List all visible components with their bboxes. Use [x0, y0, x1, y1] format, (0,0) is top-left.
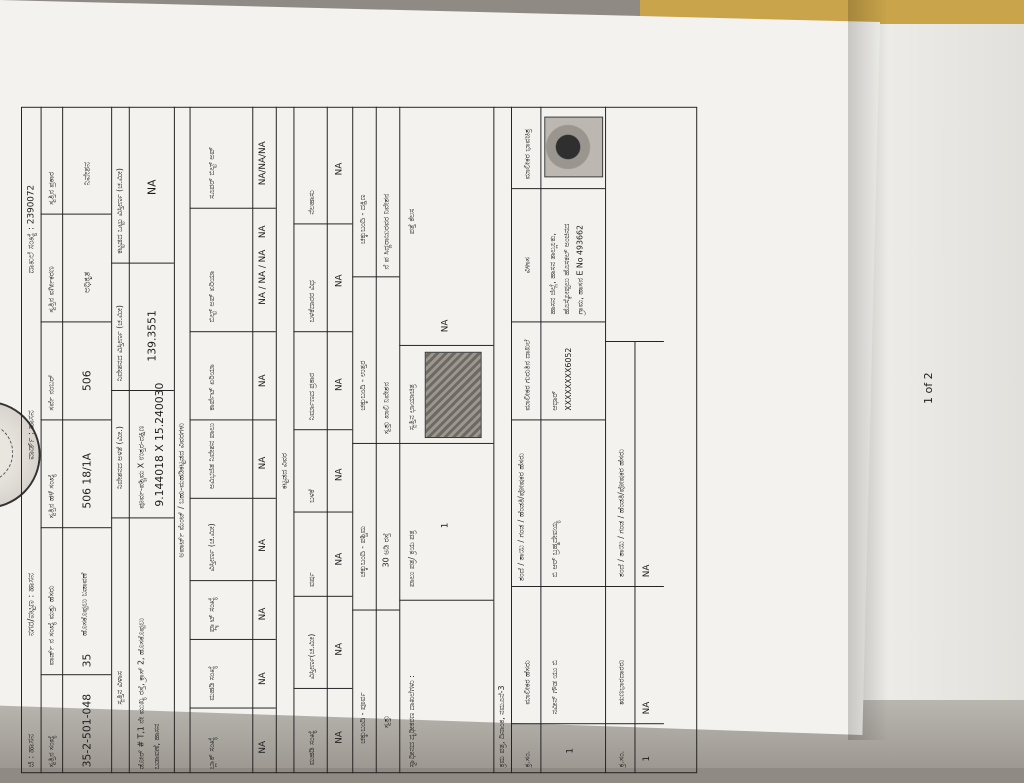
b-v1: NA — [334, 731, 345, 744]
h-block: ಬ್ಲಾಕ್ ಸಂಖ್ಯೆ — [207, 736, 217, 770]
holders-h-name: ಋಣಭಾರದಾರರು — [616, 659, 626, 705]
rule — [511, 188, 605, 189]
apt-v9: NA/NA/NA — [258, 141, 268, 186]
v-property-no: 35-2-501-048 — [80, 693, 94, 768]
rule — [190, 331, 276, 332]
b-v5: NA — [334, 378, 345, 391]
h-b-year: ವರ್ಷ — [307, 572, 316, 587]
bound-north-h: ಚಕ್ಕುಬಂದಿ - ಉತ್ತರ — [358, 360, 367, 411]
rule — [174, 107, 175, 773]
docs-h2: ಸ್ವತ್ತಿನ ಛಾಯಾಚಿತ್ರ — [407, 384, 416, 431]
holder-name: NA — [642, 701, 653, 715]
docs-h3: ಪತ್ತೆ ಕೆಲಸ — [407, 208, 416, 235]
rule — [399, 600, 493, 601]
owners-h-id: ಮಾಲೀಕರ ಗುರುತಿನ ದಾಖಲೆ — [522, 339, 532, 411]
holders-h-rel: ತಂದೆ / ತಾಯಿ / ಗಂಡ / ಹೆಂಡತಿ/ಪೋಷಕರ ಹೆಸರು — [616, 449, 626, 578]
holder-sl: 1 — [642, 755, 653, 762]
rule — [327, 107, 328, 773]
page-number: 1 of 2 — [922, 372, 935, 404]
b-v7: NA — [334, 162, 345, 176]
rule — [399, 443, 493, 444]
rule — [111, 263, 174, 264]
h-bua: ಕಟ್ಟಡದ ಒಟ್ಟು ವಿಸ್ತೀರ್ಣ (ಚ.ಮೀ) — [115, 168, 124, 254]
rule — [111, 517, 174, 518]
rule — [493, 107, 494, 773]
rule — [41, 527, 112, 528]
v-address-2: ಬಡಾವಣೆ, ಹಾಸನ — [152, 723, 162, 770]
rule — [605, 723, 664, 724]
owner-name: ನವೀನ್ ಗೌಡ ಯು ಬಿ — [550, 660, 560, 715]
rule — [190, 639, 276, 640]
apt-v4: NA — [258, 539, 268, 552]
v-site-area: 139.3551 — [145, 310, 159, 362]
owner-id-type: ಆಧಾರ್ — [550, 390, 560, 411]
rule — [511, 723, 605, 724]
meta-app-no: ದಾಖಲೆ ಸಂಖ್ಯೆ : 2390072 — [26, 184, 37, 274]
rule — [511, 321, 605, 322]
docs-v1: 1 — [440, 522, 451, 529]
seal-inner — [0, 422, 13, 483]
rule — [399, 107, 400, 773]
owner-sl: 1 — [565, 747, 576, 754]
h-b-floor: ಮಹಡಿ ಸಂಖ್ಯೆ — [307, 730, 316, 766]
h-site-area: ನಿವೇಶನದ ವಿಸ್ತೀರ್ಣ (ಚ.ಮೀ) — [115, 305, 124, 382]
bound-north-v: ಸ್ವತ್ತು ಖಾಲಿ ನಿವೇಶನ — [381, 382, 391, 435]
owners-h-addr: ವಿಳಾಸ — [522, 257, 532, 274]
v-type: ನಿವೇಶನ — [82, 162, 93, 186]
owner-addr-2: ಹೊಸ್ಕೋಪ್ಪಲು ಹೊಸಕಲ್ ಅಂಚಿನದ — [561, 223, 571, 315]
rule — [352, 107, 353, 773]
meta-taluk: ನಗರ/ಪಟ್ಟಣ : ಹಾಸನ — [26, 572, 37, 636]
h-survey-no: ಸರ್ವೆ ನಂಬರ್ — [46, 374, 56, 411]
apt-v2: NA — [258, 672, 268, 685]
v-dims-head: ಪೂರ್ವ-ಪಶ್ಚಿಮ X ಉತ್ತರ-ದಕ್ಷಿಣ — [136, 425, 146, 509]
h-classification: ಸ್ವತ್ತಿನ ವರ್ಗೀಕರಣ — [46, 266, 56, 313]
v-old-no: 506 18/1A — [80, 453, 94, 509]
docs-h1: ಪಾಲು ಪತ್ರ/ ಕ್ರಯ ಪತ್ರ — [407, 530, 416, 587]
bound-south-v: ನೆ ಪ ಸಿದ್ದರಾಜುರವರ ನಿವೇಶನ — [381, 193, 391, 270]
bound-west-h: ಚಕ್ಕುಬಂದಿ - ಪಶ್ಚಿಮ — [358, 525, 367, 578]
rule — [190, 498, 276, 499]
bound-south-h: ಚಕ್ಕುಬಂದಿ - ದಕ್ಷಿಣ — [358, 194, 367, 244]
h-b-usertype: ಬಳಕೆದಾರರ ವಿಧ — [307, 280, 316, 323]
apt-v5: NA — [258, 456, 268, 470]
meta-district: ಜಿ : ಹಾಸನ — [26, 734, 37, 768]
apt-v8: NA — [258, 225, 268, 239]
rule — [352, 610, 399, 611]
b-v4: NA — [334, 468, 345, 482]
rule — [293, 596, 352, 597]
owners-h-rel: ತಂದೆ / ತಾಯಿ / ಗಂಡ / ಹೆಂಡತಿ/ಪೋಷಕರ ಹೆಸರು — [516, 453, 526, 582]
h-property-no: ಸ್ವತ್ತಿನ ಸಂಖ್ಯೆ — [46, 735, 56, 768]
holders-h-sl: ಕ್ರ.ಸಂ. — [616, 750, 626, 768]
rule — [605, 341, 664, 342]
rule — [293, 107, 294, 773]
owner-addr-1: ಹಾಸನ ಜಿಲ್ಲೆ, ಹಾಸನ ತಾಲ್ಲೂಕು, — [548, 233, 558, 315]
rule — [605, 107, 606, 773]
rule — [399, 345, 493, 346]
h-ward-no: ವಾರ್ಡ್ ನ ಸಂಖ್ಯೆ ಮತ್ತು ಹೆಸರು — [46, 585, 56, 666]
rule — [293, 331, 352, 332]
h-b-flooring: ನೆಲಹಾಸು — [307, 190, 316, 215]
meta-ward: ವಾರ್ಡ್ : ಹಾಸನ — [26, 410, 37, 460]
b-v2: NA — [334, 642, 345, 656]
v-ward-name: ಹೊಸಕೊಪ್ಪಲು ಬಡಾವಣೆ — [79, 572, 89, 636]
rule — [41, 321, 112, 322]
rule — [190, 580, 276, 581]
rule — [634, 342, 635, 773]
rule — [352, 276, 399, 277]
owner-addr-3: ಗ್ರಾಮ, ಹಾಸನ E No 493662 — [575, 225, 585, 315]
rule — [293, 429, 352, 430]
v-classification: ಅಧಿಕೃತ — [82, 271, 93, 293]
rule — [293, 223, 352, 224]
apt-v7: NA / NA / NA — [258, 249, 268, 305]
b-v6: NA — [334, 274, 345, 288]
h-floor: ಮಹಡಿ ಸಂಖ್ಯೆ — [207, 665, 217, 701]
bound-east-h: ಚಕ್ಕುಬಂದಿ - ಪೂರ್ವ — [358, 692, 367, 744]
rule — [41, 674, 112, 675]
v-ward-no: 35 — [80, 653, 94, 668]
apt-v1: NA — [258, 740, 268, 754]
owners-h-sl: ಕ್ರ.ಸಂ. — [522, 750, 532, 768]
rule — [276, 107, 277, 773]
owner-relation: ಬಿ ಆರ್ ಬ್ರಹ್ಮದೇವಯ್ಯ — [550, 520, 560, 578]
rule — [41, 214, 112, 215]
h-area: ವಿಸ್ತೀರ್ಣ (ಚ.ಮೀ) — [207, 523, 217, 572]
bound-east-v: ಸ್ವತ್ತು — [381, 715, 391, 729]
b-v3: NA — [334, 552, 345, 566]
v-address-1: ಡೋರ್ # T,1 ನೇ ಮುಖ್ಯ ರಸ್ತೆ, ಕ್ರಾಸ್ 2, ಹೊಸಕೊಪ್ಪಲು — [136, 618, 146, 770]
rule — [540, 107, 541, 773]
h-carpet: ಕಾರ್ಪೆಟ್ ಏರಿಯಾ — [207, 364, 217, 411]
rule — [129, 107, 130, 773]
docs-label: ಸ್ವಾಧೀನದ ದೃಢೀಕರಣ ದಾಖಲೆಗಳು : — [407, 675, 416, 768]
rule — [293, 688, 352, 689]
v-bua: NA — [145, 179, 159, 195]
apt-v6: NA — [258, 374, 268, 388]
apt-v3: NA — [258, 607, 268, 621]
h-uds: ಅವಿಭಜಿತ ನಿವೇಶನ ಪಾಲು — [207, 423, 217, 489]
rule — [511, 107, 512, 773]
v-dims: 9.144018 X 15.240030 — [153, 382, 167, 507]
rule — [190, 208, 276, 209]
rule — [190, 419, 276, 420]
h-builtup: ಬಿಲ್ಟ್ ಅಪ್ ಏರಿಯಾ — [207, 270, 217, 323]
rule — [376, 107, 377, 773]
building-section: ಕಟ್ಟಡದ ವಿವರ — [279, 452, 289, 489]
owners-h-photo: ಮಾಲೀಕರ ಭಾವಚಿತ್ರ — [522, 128, 532, 180]
sheet-shadow — [848, 0, 888, 740]
h-dims: ನಿವೇಶನದ ಅಳತೆ (ಮೀ.) — [115, 426, 124, 489]
rule — [111, 107, 112, 773]
rule — [41, 419, 112, 420]
h-address: ಸ್ವತ್ತಿನ ವಿಳಾಸ — [115, 671, 124, 705]
owner-photo — [544, 117, 603, 178]
h-superbuiltup: ಸೂಪರ್ ಬಿಲ್ಟ್ ಅಪ್ — [207, 146, 217, 199]
owner-id-no: XXXXXXXX6052 — [563, 347, 573, 411]
h-b-usage: ಬಳಕೆ — [307, 489, 316, 503]
bound-west-v: 30 ಅಡಿ ರಸ್ತೆ — [381, 533, 391, 568]
rule — [511, 586, 605, 587]
h-b-area: ವಿಸ್ತೀರ್ಣ(ಚ.ಮೀ) — [307, 633, 316, 680]
rule — [352, 443, 399, 444]
v-survey-no: 506 — [80, 370, 94, 391]
rule — [511, 419, 605, 420]
owners-h-name: ಮಾಲೀಕರ ಹೆಸರು — [522, 660, 532, 705]
property-photo — [425, 352, 482, 438]
rule — [293, 512, 352, 513]
h-flat: ಫ್ಲ್ಯಾಟ್ ಸಂಖ್ಯೆ — [207, 597, 217, 633]
rule — [605, 586, 664, 587]
apartment-section: ಅಪಾರ್ಟ್ ಮೆಂಟ್ / ಬಹು-ಮಹಡಿಕಟ್ಟಡದ ವಿವರಗಳು — [176, 422, 186, 558]
h-old-no: ಸ್ವತ್ತಿನ ಹಳೆ ಸಂಖ್ಯೆ — [46, 473, 56, 519]
rotated-document — [0, 97, 707, 783]
holder-relation: NA — [642, 564, 653, 578]
h-type: ಸ್ವತ್ತಿನ ಪ್ರಕಾರ — [46, 171, 56, 205]
h-b-construction: ನಿರ್ಮಾಣದ ಪ್ರಕಾರ — [307, 372, 316, 421]
owners-title: ಕ್ರಮ ಪತ್ರ, ದಿನಾಂಕ, ನಮೂನೆ-3 — [497, 685, 507, 768]
docs-v2: NA — [440, 319, 451, 333]
rule — [190, 708, 276, 709]
